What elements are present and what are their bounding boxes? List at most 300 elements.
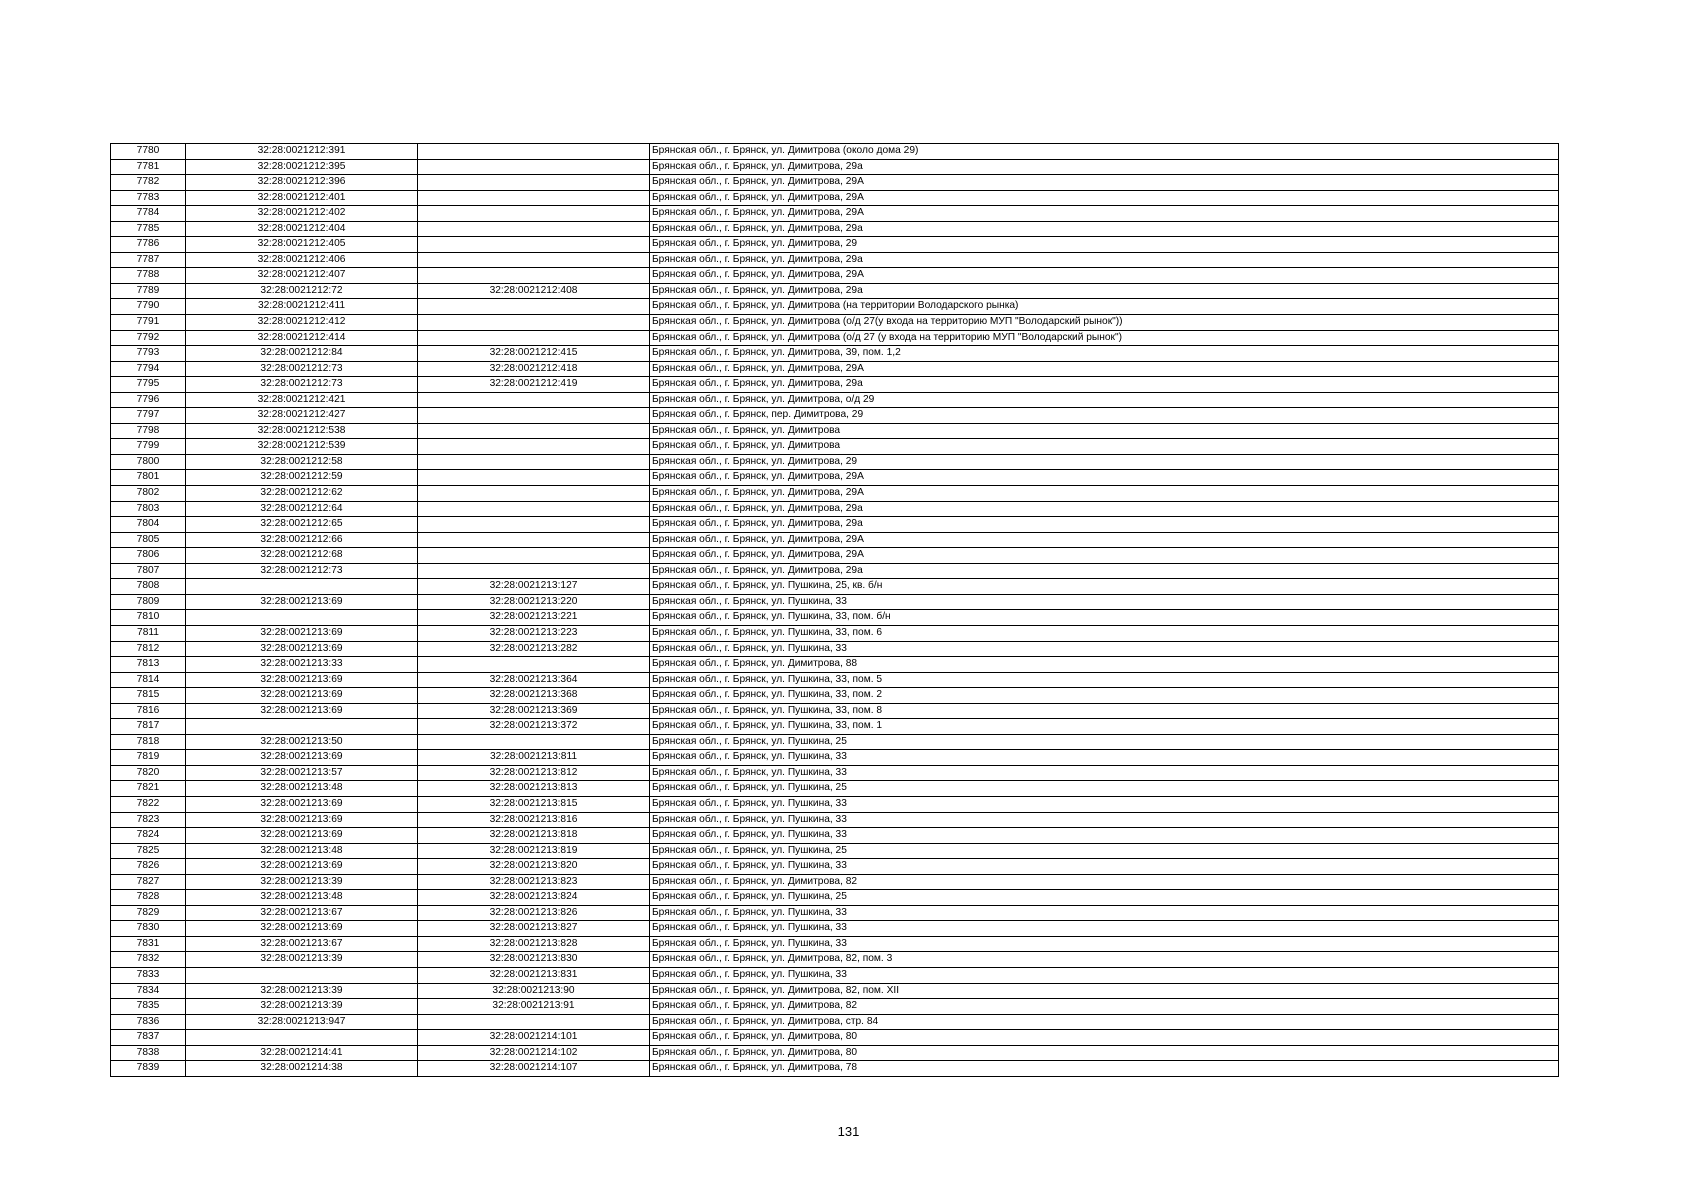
address-cell: Брянская обл., г. Брянск, ул. Пушкина, 33 (650, 828, 1559, 844)
address-cell: Брянская обл., г. Брянск, ул. Пушкина, 25 (650, 890, 1559, 906)
cadastral-number-cell: 32:28:0021213:57 (186, 765, 418, 781)
row-number-cell: 7783 (111, 190, 186, 206)
row-number-cell: 7801 (111, 470, 186, 486)
table-row (111, 594, 1559, 610)
row-number-cell: 7826 (111, 859, 186, 875)
related-cadastral-number-cell (418, 657, 650, 673)
address-cell: Брянская обл., г. Брянск, ул. Димитрова, 29А (650, 206, 1559, 222)
table-row (111, 423, 1559, 439)
table-row (111, 828, 1559, 844)
address-cell: Брянская обл., г. Брянск, ул. Димитрова (650, 439, 1559, 455)
related-cadastral-number-cell (418, 563, 650, 579)
table-row (111, 734, 1559, 750)
table-row (111, 377, 1559, 393)
table-row (111, 517, 1559, 533)
row-number-cell: 7829 (111, 905, 186, 921)
cadastral-number-cell: 32:28:0021213:48 (186, 781, 418, 797)
address-cell: Брянская обл., г. Брянск, ул. Пушкина, 33, пом. 6 (650, 625, 1559, 641)
address-cell: Брянская обл., г. Брянск, ул. Димитрова, 29 (650, 454, 1559, 470)
cadastral-number-cell: 32:28:0021214:41 (186, 1045, 418, 1061)
address-cell: Брянская обл., г. Брянск, ул. Димитрова, 29А (650, 532, 1559, 548)
cadastral-number-cell: 32:28:0021212:401 (186, 190, 418, 206)
related-cadastral-number-cell: 32:28:0021213:369 (418, 703, 650, 719)
address-cell: Брянская обл., г. Брянск, ул. Димитрова, 29А (650, 175, 1559, 191)
row-number-cell: 7811 (111, 625, 186, 641)
address-cell: Брянская обл., г. Брянск, ул. Димитрова, 29А (650, 548, 1559, 564)
address-cell: Брянская обл., г. Брянск, ул. Пушкина, 33 (650, 796, 1559, 812)
address-cell: Брянская обл., г. Брянск, ул. Димитрова (на территории Володарского рынка) (650, 299, 1559, 315)
address-cell: Брянская обл., г. Брянск, ул. Димитрова, 29а (650, 377, 1559, 393)
cadastral-number-cell: 32:28:0021213:69 (186, 594, 418, 610)
row-number-cell: 7815 (111, 688, 186, 704)
table-row (111, 563, 1559, 579)
row-number-cell: 7792 (111, 330, 186, 346)
table-row (111, 159, 1559, 175)
related-cadastral-number-cell: 32:28:0021212:408 (418, 283, 650, 299)
related-cadastral-number-cell (418, 392, 650, 408)
address-cell: Брянская обл., г. Брянск, ул. Пушкина, 33 (650, 765, 1559, 781)
cadastral-number-cell: 32:28:0021212:62 (186, 486, 418, 502)
address-cell: Брянская обл., г. Брянск, ул. Пушкина, 33 (650, 594, 1559, 610)
cadastral-number-cell (186, 579, 418, 595)
table-row (111, 983, 1559, 999)
related-cadastral-number-cell: 32:28:0021212:419 (418, 377, 650, 393)
table-row (111, 890, 1559, 906)
row-number-cell: 7795 (111, 377, 186, 393)
address-cell: Брянская обл., г. Брянск, ул. Димитрова, 29А (650, 486, 1559, 502)
table-row (111, 859, 1559, 875)
table-row (111, 501, 1559, 517)
registry-table-body (111, 144, 1559, 1077)
table-row (111, 1061, 1559, 1077)
table-row (111, 532, 1559, 548)
related-cadastral-number-cell (418, 486, 650, 502)
related-cadastral-number-cell: 32:28:0021213:91 (418, 999, 650, 1015)
row-number-cell: 7814 (111, 672, 186, 688)
related-cadastral-number-cell (418, 1014, 650, 1030)
address-cell: Брянская обл., г. Брянск, ул. Димитрова, стр. 84 (650, 1014, 1559, 1030)
table-row (111, 703, 1559, 719)
cadastral-number-cell: 32:28:0021213:69 (186, 812, 418, 828)
related-cadastral-number-cell: 32:28:0021213:811 (418, 750, 650, 766)
address-cell: Брянская обл., г. Брянск, ул. Димитрова, 29а (650, 283, 1559, 299)
cadastral-number-cell: 32:28:0021212:538 (186, 423, 418, 439)
cadastral-number-cell: 32:28:0021213:39 (186, 874, 418, 890)
table-row (111, 392, 1559, 408)
cadastral-number-cell: 32:28:0021213:69 (186, 750, 418, 766)
related-cadastral-number-cell (418, 221, 650, 237)
table-row (111, 967, 1559, 983)
cadastral-number-cell: 32:28:0021212:414 (186, 330, 418, 346)
related-cadastral-number-cell: 32:28:0021213:828 (418, 936, 650, 952)
address-cell: Брянская обл., г. Брянск, ул. Димитрова, 80 (650, 1030, 1559, 1046)
table-row (111, 408, 1559, 424)
cadastral-number-cell: 32:28:0021212:411 (186, 299, 418, 315)
row-number-cell: 7836 (111, 1014, 186, 1030)
table-row (111, 719, 1559, 735)
related-cadastral-number-cell: 32:28:0021213:826 (418, 905, 650, 921)
table-row (111, 439, 1559, 455)
table-row (111, 765, 1559, 781)
address-cell: Брянская обл., г. Брянск, ул. Пушкина, 33, пом. 1 (650, 719, 1559, 735)
address-cell: Брянская обл., г. Брянск, ул. Пушкина, 33 (650, 967, 1559, 983)
related-cadastral-number-cell: 32:28:0021213:812 (418, 765, 650, 781)
row-number-cell: 7788 (111, 268, 186, 284)
row-number-cell: 7794 (111, 361, 186, 377)
related-cadastral-number-cell: 32:28:0021213:820 (418, 859, 650, 875)
row-number-cell: 7806 (111, 548, 186, 564)
cadastral-number-cell: 32:28:0021212:395 (186, 159, 418, 175)
cadastral-number-cell: 32:28:0021212:73 (186, 377, 418, 393)
related-cadastral-number-cell: 32:28:0021213:819 (418, 843, 650, 859)
table-row (111, 1030, 1559, 1046)
related-cadastral-number-cell: 32:28:0021213:223 (418, 625, 650, 641)
table-row (111, 1045, 1559, 1061)
cadastral-number-cell: 32:28:0021212:406 (186, 252, 418, 268)
related-cadastral-number-cell (418, 548, 650, 564)
cadastral-number-cell: 32:28:0021214:38 (186, 1061, 418, 1077)
row-number-cell: 7827 (111, 874, 186, 890)
address-cell: Брянская обл., г. Брянск, ул. Димитрова, 82 (650, 999, 1559, 1015)
cadastral-number-cell: 32:28:0021212:412 (186, 315, 418, 331)
table-row (111, 315, 1559, 331)
row-number-cell: 7828 (111, 890, 186, 906)
row-number-cell: 7838 (111, 1045, 186, 1061)
table-row (111, 688, 1559, 704)
table-row (111, 252, 1559, 268)
address-cell: Брянская обл., г. Брянск, ул. Димитрова, 29А (650, 268, 1559, 284)
table-row (111, 470, 1559, 486)
related-cadastral-number-cell (418, 532, 650, 548)
cadastral-number-cell: 32:28:0021212:407 (186, 268, 418, 284)
address-cell: Брянская обл., г. Брянск, ул. Пушкина, 25 (650, 843, 1559, 859)
table-row (111, 999, 1559, 1015)
related-cadastral-number-cell (418, 454, 650, 470)
table-row (111, 812, 1559, 828)
related-cadastral-number-cell: 32:28:0021213:90 (418, 983, 650, 999)
address-cell: Брянская обл., г. Брянск, ул. Димитрова (650, 423, 1559, 439)
row-number-cell: 7782 (111, 175, 186, 191)
address-cell: Брянская обл., г. Брянск, ул. Димитрова, 29А (650, 361, 1559, 377)
cadastral-number-cell: 32:28:0021212:64 (186, 501, 418, 517)
row-number-cell: 7835 (111, 999, 186, 1015)
cadastral-number-cell: 32:28:0021213:39 (186, 983, 418, 999)
address-cell: Брянская обл., г. Брянск, ул. Пушкина, 33 (650, 921, 1559, 937)
table-row (111, 579, 1559, 595)
cadastral-number-cell: 32:28:0021212:73 (186, 361, 418, 377)
related-cadastral-number-cell: 32:28:0021213:372 (418, 719, 650, 735)
related-cadastral-number-cell: 32:28:0021213:282 (418, 641, 650, 657)
address-cell: Брянская обл., г. Брянск, ул. Димитрова, 82 (650, 874, 1559, 890)
cadastral-number-cell: 32:28:0021213:69 (186, 688, 418, 704)
address-cell: Брянская обл., г. Брянск, ул. Димитрова, 29А (650, 470, 1559, 486)
related-cadastral-number-cell (418, 734, 650, 750)
cadastral-number-cell: 32:28:0021213:69 (186, 703, 418, 719)
row-number-cell: 7787 (111, 252, 186, 268)
address-cell: Брянская обл., г. Брянск, ул. Пушкина, 33 (650, 812, 1559, 828)
cadastral-number-cell: 32:28:0021213:67 (186, 905, 418, 921)
row-number-cell: 7832 (111, 952, 186, 968)
row-number-cell: 7817 (111, 719, 186, 735)
address-cell: Брянская обл., г. Брянск, ул. Димитрова (о/д 27 (у входа на территорию МУП "Володарский рынок") (650, 330, 1559, 346)
row-number-cell: 7830 (111, 921, 186, 937)
cadastral-number-cell: 32:28:0021212:59 (186, 470, 418, 486)
related-cadastral-number-cell: 32:28:0021213:823 (418, 874, 650, 890)
related-cadastral-number-cell: 32:28:0021213:220 (418, 594, 650, 610)
address-cell: Брянская обл., г. Брянск, ул. Пушкина, 33 (650, 750, 1559, 766)
registry-table-container (110, 143, 1559, 1077)
registry-table (110, 143, 1559, 1077)
cadastral-number-cell: 32:28:0021213:69 (186, 672, 418, 688)
row-number-cell: 7823 (111, 812, 186, 828)
cadastral-number-cell (186, 610, 418, 626)
cadastral-number-cell: 32:28:0021213:48 (186, 843, 418, 859)
address-cell: Брянская обл., г. Брянск, ул. Пушкина, 33, пом. 8 (650, 703, 1559, 719)
related-cadastral-number-cell: 32:28:0021213:364 (418, 672, 650, 688)
table-row (111, 905, 1559, 921)
cadastral-number-cell: 32:28:0021212:396 (186, 175, 418, 191)
table-row (111, 874, 1559, 890)
row-number-cell: 7816 (111, 703, 186, 719)
row-number-cell: 7797 (111, 408, 186, 424)
table-row (111, 750, 1559, 766)
cadastral-number-cell: 32:28:0021212:65 (186, 517, 418, 533)
table-row (111, 144, 1559, 160)
cadastral-number-cell: 32:28:0021212:402 (186, 206, 418, 222)
related-cadastral-number-cell: 32:28:0021212:418 (418, 361, 650, 377)
related-cadastral-number-cell: 32:28:0021213:221 (418, 610, 650, 626)
cadastral-number-cell: 32:28:0021212:68 (186, 548, 418, 564)
address-cell: Брянская обл., г. Брянск, ул. Пушкина, 25 (650, 734, 1559, 750)
address-cell: Брянская обл., г. Брянск, ул. Пушкина, 33, пом. 2 (650, 688, 1559, 704)
address-cell: Брянская обл., г. Брянск, ул. Димитрова, о/д 29 (650, 392, 1559, 408)
address-cell: Брянская обл., г. Брянск, ул. Пушкина, 33 (650, 859, 1559, 875)
cadastral-number-cell: 32:28:0021213:947 (186, 1014, 418, 1030)
address-cell: Брянская обл., г. Брянск, ул. Димитрова, 29а (650, 501, 1559, 517)
related-cadastral-number-cell (418, 330, 650, 346)
related-cadastral-number-cell: 32:28:0021213:831 (418, 967, 650, 983)
related-cadastral-number-cell: 32:28:0021214:102 (418, 1045, 650, 1061)
row-number-cell: 7807 (111, 563, 186, 579)
address-cell: Брянская обл., г. Брянск, ул. Димитрова, 78 (650, 1061, 1559, 1077)
cadastral-number-cell: 32:28:0021213:69 (186, 828, 418, 844)
related-cadastral-number-cell (418, 159, 650, 175)
cadastral-number-cell: 32:28:0021212:404 (186, 221, 418, 237)
cadastral-number-cell: 32:28:0021212:66 (186, 532, 418, 548)
table-row (111, 206, 1559, 222)
row-number-cell: 7812 (111, 641, 186, 657)
related-cadastral-number-cell (418, 501, 650, 517)
row-number-cell: 7813 (111, 657, 186, 673)
row-number-cell: 7822 (111, 796, 186, 812)
row-number-cell: 7837 (111, 1030, 186, 1046)
related-cadastral-number-cell (418, 470, 650, 486)
address-cell: Брянская обл., г. Брянск, ул. Димитрова, 82, пом. 3 (650, 952, 1559, 968)
cadastral-number-cell: 32:28:0021212:73 (186, 563, 418, 579)
related-cadastral-number-cell (418, 190, 650, 206)
row-number-cell: 7780 (111, 144, 186, 160)
related-cadastral-number-cell (418, 439, 650, 455)
table-row (111, 190, 1559, 206)
address-cell: Брянская обл., г. Брянск, ул. Пушкина, 33, пом. 5 (650, 672, 1559, 688)
address-cell: Брянская обл., г. Брянск, ул. Димитрова, 29а (650, 563, 1559, 579)
related-cadastral-number-cell: 32:28:0021213:813 (418, 781, 650, 797)
cadastral-number-cell: 32:28:0021213:50 (186, 734, 418, 750)
row-number-cell: 7784 (111, 206, 186, 222)
related-cadastral-number-cell: 32:28:0021213:816 (418, 812, 650, 828)
cadastral-number-cell: 32:28:0021213:69 (186, 859, 418, 875)
row-number-cell: 7786 (111, 237, 186, 253)
row-number-cell: 7791 (111, 315, 186, 331)
table-row (111, 843, 1559, 859)
cadastral-number-cell: 32:28:0021212:427 (186, 408, 418, 424)
cadastral-number-cell: 32:28:0021213:33 (186, 657, 418, 673)
cadastral-number-cell: 32:28:0021213:69 (186, 625, 418, 641)
row-number-cell: 7796 (111, 392, 186, 408)
related-cadastral-number-cell: 32:28:0021213:830 (418, 952, 650, 968)
row-number-cell: 7800 (111, 454, 186, 470)
row-number-cell: 7833 (111, 967, 186, 983)
related-cadastral-number-cell: 32:28:0021213:827 (418, 921, 650, 937)
row-number-cell: 7804 (111, 517, 186, 533)
row-number-cell: 7808 (111, 579, 186, 595)
row-number-cell: 7798 (111, 423, 186, 439)
table-row (111, 625, 1559, 641)
row-number-cell: 7802 (111, 486, 186, 502)
address-cell: Брянская обл., г. Брянск, ул. Димитрова, 29а (650, 252, 1559, 268)
cadastral-number-cell: 32:28:0021212:84 (186, 346, 418, 362)
row-number-cell: 7790 (111, 299, 186, 315)
table-row (111, 268, 1559, 284)
table-row (111, 330, 1559, 346)
address-cell: Брянская обл., г. Брянск, ул. Димитрова, 29а (650, 159, 1559, 175)
table-row (111, 781, 1559, 797)
related-cadastral-number-cell (418, 175, 650, 191)
related-cadastral-number-cell: 32:28:0021213:127 (418, 579, 650, 595)
related-cadastral-number-cell (418, 252, 650, 268)
table-row (111, 221, 1559, 237)
related-cadastral-number-cell: 32:28:0021213:818 (418, 828, 650, 844)
related-cadastral-number-cell (418, 517, 650, 533)
table-row (111, 936, 1559, 952)
row-number-cell: 7810 (111, 610, 186, 626)
related-cadastral-number-cell (418, 144, 650, 160)
related-cadastral-number-cell (418, 315, 650, 331)
row-number-cell: 7831 (111, 936, 186, 952)
related-cadastral-number-cell: 32:28:0021213:824 (418, 890, 650, 906)
table-row (111, 610, 1559, 626)
page-number: 131 (837, 1124, 860, 1139)
related-cadastral-number-cell (418, 408, 650, 424)
row-number-cell: 7821 (111, 781, 186, 797)
cadastral-number-cell (186, 719, 418, 735)
address-cell: Брянская обл., г. Брянск, ул. Димитрова, 29а (650, 221, 1559, 237)
cadastral-number-cell: 32:28:0021212:421 (186, 392, 418, 408)
table-row (111, 361, 1559, 377)
address-cell: Брянская обл., г. Брянск, ул. Пушкина, 25, кв. б/н (650, 579, 1559, 595)
row-number-cell: 7818 (111, 734, 186, 750)
cadastral-number-cell: 32:28:0021213:67 (186, 936, 418, 952)
row-number-cell: 7824 (111, 828, 186, 844)
row-number-cell: 7825 (111, 843, 186, 859)
cadastral-number-cell: 32:28:0021213:69 (186, 641, 418, 657)
row-number-cell: 7809 (111, 594, 186, 610)
table-row (111, 299, 1559, 315)
related-cadastral-number-cell: 32:28:0021213:368 (418, 688, 650, 704)
address-cell: Брянская обл., г. Брянск, ул. Пушкина, 25 (650, 781, 1559, 797)
cadastral-number-cell: 32:28:0021212:391 (186, 144, 418, 160)
row-number-cell: 7793 (111, 346, 186, 362)
related-cadastral-number-cell (418, 299, 650, 315)
row-number-cell: 7819 (111, 750, 186, 766)
table-row (111, 175, 1559, 191)
row-number-cell: 7789 (111, 283, 186, 299)
related-cadastral-number-cell: 32:28:0021214:101 (418, 1030, 650, 1046)
table-row (111, 283, 1559, 299)
address-cell: Брянская обл., г. Брянск, ул. Пушкина, 33 (650, 936, 1559, 952)
related-cadastral-number-cell (418, 423, 650, 439)
row-number-cell: 7781 (111, 159, 186, 175)
address-cell: Брянская обл., г. Брянск, ул. Димитрова, 29 (650, 237, 1559, 253)
address-cell: Брянская обл., г. Брянск, ул. Димитрова, 29А (650, 190, 1559, 206)
table-row (111, 657, 1559, 673)
cadastral-number-cell (186, 967, 418, 983)
related-cadastral-number-cell: 32:28:0021214:107 (418, 1061, 650, 1077)
cadastral-number-cell: 32:28:0021212:405 (186, 237, 418, 253)
table-row (111, 454, 1559, 470)
cadastral-number-cell: 32:28:0021212:58 (186, 454, 418, 470)
address-cell: Брянская обл., г. Брянск, ул. Димитрова, 29а (650, 517, 1559, 533)
address-cell: Брянская обл., г. Брянск, ул. Димитрова, 88 (650, 657, 1559, 673)
row-number-cell: 7820 (111, 765, 186, 781)
table-row (111, 921, 1559, 937)
row-number-cell: 7839 (111, 1061, 186, 1077)
related-cadastral-number-cell: 32:28:0021212:415 (418, 346, 650, 362)
cadastral-number-cell: 32:28:0021212:539 (186, 439, 418, 455)
address-cell: Брянская обл., г. Брянск, ул. Димитрова (около дома 29) (650, 144, 1559, 160)
row-number-cell: 7785 (111, 221, 186, 237)
table-row (111, 641, 1559, 657)
row-number-cell: 7803 (111, 501, 186, 517)
cadastral-number-cell: 32:28:0021213:69 (186, 921, 418, 937)
address-cell: Брянская обл., г. Брянск, ул. Димитрова, 80 (650, 1045, 1559, 1061)
table-row (111, 237, 1559, 253)
cadastral-number-cell: 32:28:0021213:39 (186, 999, 418, 1015)
table-row (111, 548, 1559, 564)
address-cell: Брянская обл., г. Брянск, ул. Димитрова, 82, пом. XII (650, 983, 1559, 999)
row-number-cell: 7834 (111, 983, 186, 999)
table-row (111, 346, 1559, 362)
cadastral-number-cell (186, 1030, 418, 1046)
address-cell: Брянская обл., г. Брянск, ул. Димитрова (о/д 27(у входа на территорию МУП "Володарский рынок")) (650, 315, 1559, 331)
related-cadastral-number-cell (418, 268, 650, 284)
address-cell: Брянская обл., г. Брянск, ул. Димитрова, 39, пом. 1,2 (650, 346, 1559, 362)
table-row (111, 952, 1559, 968)
table-row (111, 486, 1559, 502)
address-cell: Брянская обл., г. Брянск, ул. Пушкина, 33 (650, 641, 1559, 657)
related-cadastral-number-cell (418, 237, 650, 253)
related-cadastral-number-cell: 32:28:0021213:815 (418, 796, 650, 812)
row-number-cell: 7805 (111, 532, 186, 548)
address-cell: Брянская обл., г. Брянск, пер. Димитрова, 29 (650, 408, 1559, 424)
cadastral-number-cell: 32:28:0021213:48 (186, 890, 418, 906)
related-cadastral-number-cell (418, 206, 650, 222)
address-cell: Брянская обл., г. Брянск, ул. Пушкина, 33, пом. б/н (650, 610, 1559, 626)
table-row (111, 1014, 1559, 1030)
table-row (111, 796, 1559, 812)
cadastral-number-cell: 32:28:0021213:39 (186, 952, 418, 968)
cadastral-number-cell: 32:28:0021212:72 (186, 283, 418, 299)
